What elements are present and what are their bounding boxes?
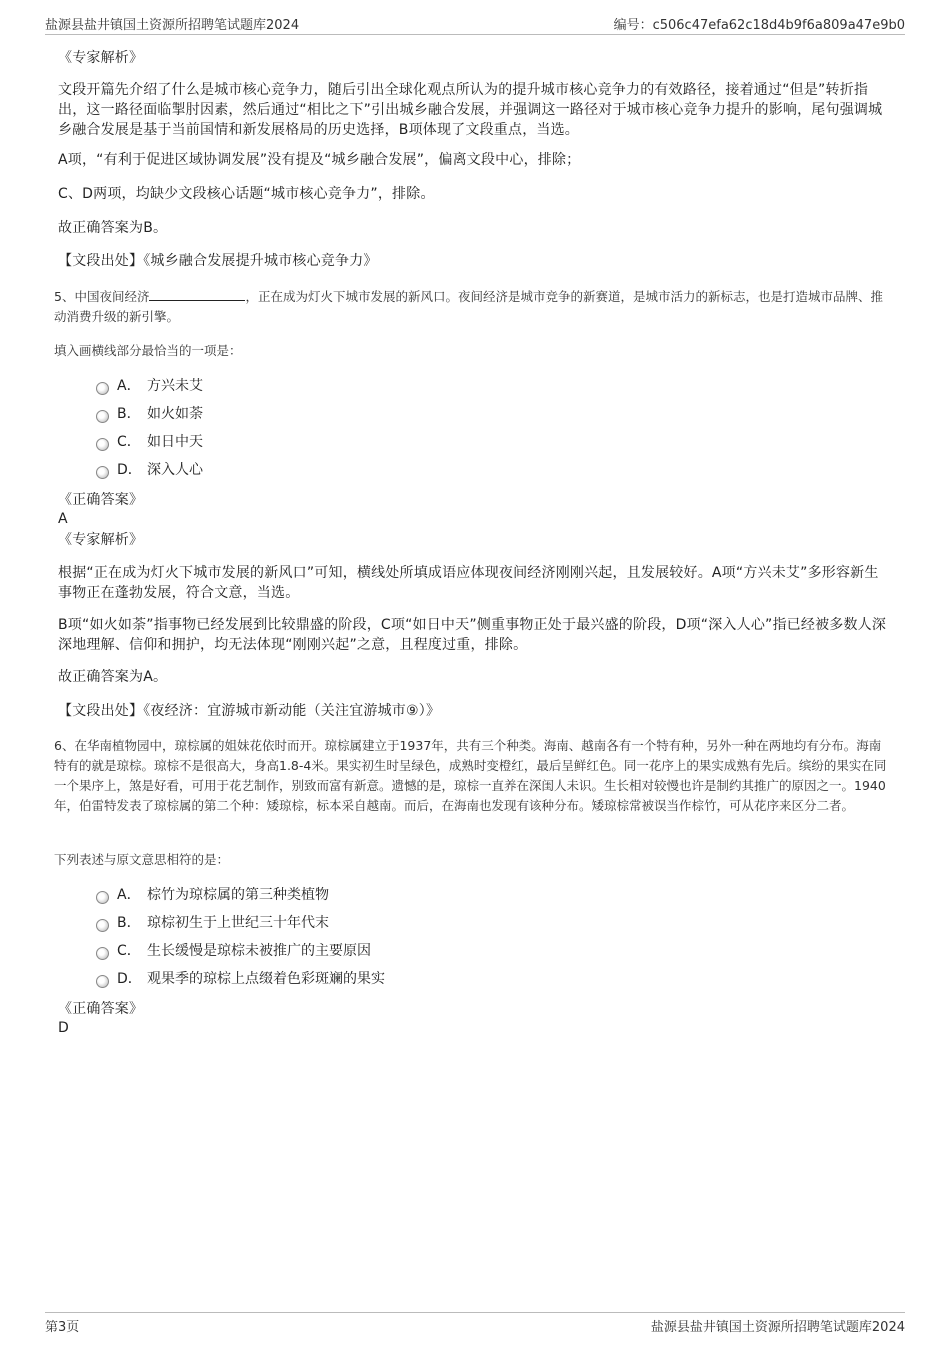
radio-icon[interactable] (96, 410, 109, 423)
q5-source: 【文段出处】《夜经济：宜游城市新动能（关注宜游城市⑨）》 (58, 703, 441, 719)
radio-icon[interactable] (96, 891, 109, 904)
q5-analysis-p1: 根据“正在成为灯火下城市发展的新风口”可知，横线处所填成语应体现夜间经济刚刚兴起，且发展较好。A项“方兴未艾”多形容新生事物正在蓬勃发展，符合文意，当选。 (58, 565, 879, 601)
q6-option-c[interactable]: C． 生长缓慢是琼棕未被推广的主要原因 (96, 941, 371, 961)
q6-prompt: 下列表述与原文意思相符的是： (54, 852, 230, 867)
page-header (45, 14, 905, 35)
q4-analysis-p2: A项，“有利于促进区域协调发展”没有提及“城乡融合发展”，偏离文段中心，排除； (58, 152, 581, 168)
q4-answer-conclusion: 故正确答案为B。 (58, 220, 168, 236)
q4-source: 【文段出处】《城乡融合发展提升城市核心竞争力》 (58, 253, 378, 269)
q6-option-b[interactable]: B． 琼棕初生于上世纪三十年代末 (96, 913, 329, 933)
radio-icon[interactable] (96, 947, 109, 960)
q5-analysis-title: 《专家解析》 (58, 532, 144, 548)
q5-option-c[interactable]: C． 如日中天 (96, 432, 203, 452)
q5-prompt: 填入画横线部分最恰当的一项是： (54, 343, 242, 358)
q6-option-d[interactable]: D． 观果季的琼棕上点缀着色彩斑斓的果实 (96, 969, 385, 989)
radio-icon[interactable] (96, 382, 109, 395)
radio-icon[interactable] (96, 438, 109, 451)
q5-analysis-p2: B项“如火如荼”指事物已经发展到比较鼎盛的阶段，C项“如日中天”侧重事物正处于最兴盛的阶段，D项“深入人心”指已经被多数人深深地理解、信仰和拥护，均无法体现“刚刚兴起”之意，且程度过重，排除。 (58, 617, 887, 653)
radio-icon[interactable] (96, 919, 109, 932)
q5-blank (149, 288, 245, 301)
page-number: 第3页 (45, 1320, 80, 1335)
q5-stem-before: 5、中国夜间经济 (54, 289, 150, 304)
q5-option-a[interactable]: A． 方兴未艾 (96, 376, 203, 396)
q6-answer-title: 《正确答案》 (58, 1001, 144, 1017)
q4-analysis-title: 《专家解析》 (58, 50, 144, 66)
radio-icon[interactable] (96, 466, 109, 479)
q5-answer-conclusion: 故正确答案为A。 (58, 669, 168, 685)
q4-analysis-p3: C、D两项，均缺少文段核心话题“城市核心竞争力”，排除。 (58, 186, 435, 202)
q5-answer-title: 《正确答案》 (58, 492, 144, 508)
header-doc-id: 编号：c506c47efa62c18d4b9f6a809a47e9b0 (613, 18, 905, 33)
q4-analysis-p1: 文段开篇先介绍了什么是城市核心竞争力，随后引出全球化观点所认为的提升城市核心竞争力的有效路径，接着通过“但是”转折指出，这一路径面临掣肘因素，然后通过“相比之下”引出城乡融合发展，并强调这一路径对于城市核心竞争力提升的影响，尾句强调城乡融合发展是基于当前国情和新发展格局的历史选择，B项体现了文段重点，当选。 (58, 82, 883, 138)
q5-option-d[interactable]: D． 深入人心 (96, 460, 203, 480)
page-footer (45, 1312, 905, 1336)
radio-icon[interactable] (96, 975, 109, 988)
q5-stem (54, 287, 890, 327)
footer-title: 盐源县盐井镇国土资源所招聘笔试题库2024 (650, 1320, 905, 1335)
q5-option-b[interactable]: B． 如火如荼 (96, 404, 203, 424)
q5-stem-after: ，正在成为灯火下城市发展的新风口。夜间经济是城市竞争的新赛道，是城市活力的新标志，也是打造城市品牌、推动消费升级的新引擎。 (54, 289, 883, 324)
q6-answer: D (58, 1020, 69, 1036)
q6-option-a[interactable]: A． 棕竹为琼棕属的第三种类植物 (96, 885, 329, 905)
header-title: 盐源县盐井镇国土资源所招聘笔试题库2024 (45, 18, 300, 33)
q5-answer: A (58, 511, 68, 527)
q6-stem: 6、在华南植物园中，琼棕属的姐妹花依时而开。琼棕属建立于1937年，共有三个种类。海南、越南各有一个特有种，另外一种在两地均有分布。海南特有的就是琼棕。琼棕不是很高大，身高1.8-4米。果实初生时呈绿色，成熟时变橙红，最后呈鲜红色。同一花序上的果实成熟有先后。缤纷的果实在同一个果序上，煞是好看，可用于花艺制作，别致而富有新意。遗憾的是，琼棕一直养在深闺人未识。生长相对较慢也许是制约其推广的原因之一。1940年，伯雷特发表了琼棕属的第二个种：矮琼棕，标本采自越南。而后，在海南也发现有该种分布。矮琼棕常被误当作棕竹，可从花序来区分二者。 (54, 738, 887, 813)
